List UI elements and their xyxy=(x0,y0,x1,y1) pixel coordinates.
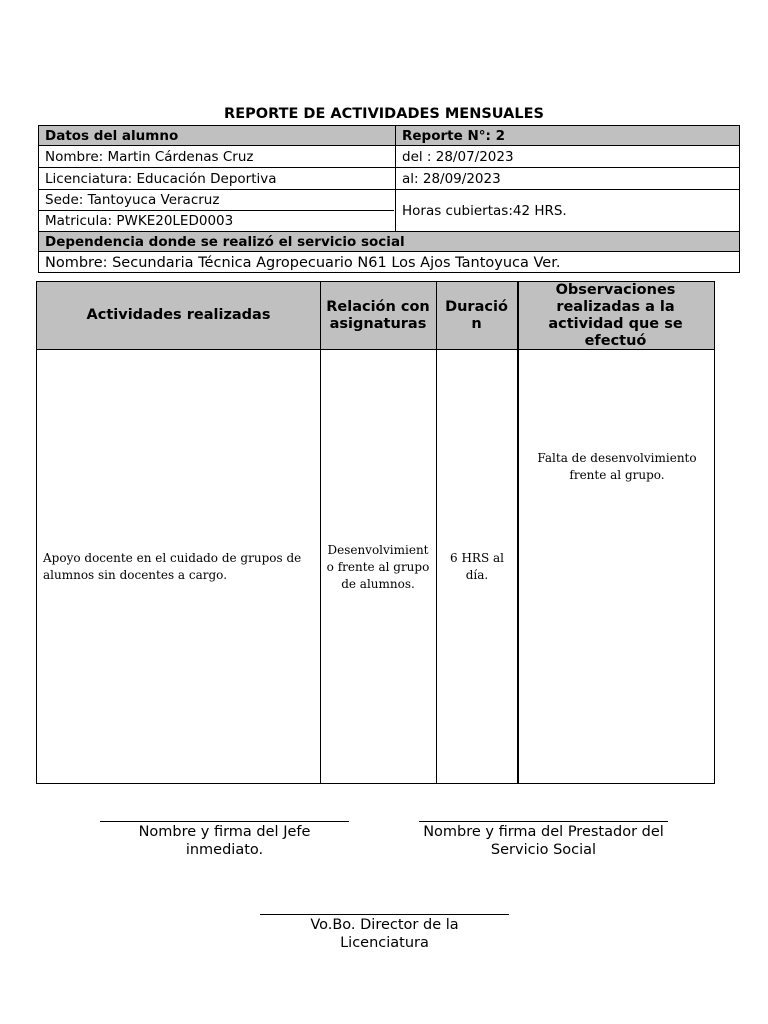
header-observations: Observaciones realizadas a la actividad que se efectuó xyxy=(548,281,683,349)
degree-row xyxy=(39,168,739,190)
campus-row xyxy=(39,190,394,211)
info-column-divider xyxy=(395,126,396,232)
report-title: REPORTE DE ACTIVIDADES MENSUALES xyxy=(224,106,544,122)
observations-cell: Falta de desenvolvimiento frente al grupo. xyxy=(537,451,697,482)
date-from: del : 28/07/2023 xyxy=(402,148,514,165)
dependency-name: Nombre: Secundaria Técnica Agropecuario N61 Los Ajos Tantoyuca Ver. xyxy=(45,254,561,271)
duration-cell: 6 HRS al día. xyxy=(450,551,504,582)
name-row xyxy=(39,146,739,168)
hours-covered: Horas cubiertas:42 HRS. xyxy=(402,202,567,219)
column-divider xyxy=(320,282,321,783)
signature-line-provider xyxy=(419,821,668,822)
signature-line-director xyxy=(260,914,509,915)
column-divider xyxy=(517,282,519,783)
supervisor-signature-label: Nombre y firma del Jefe inmediato. xyxy=(138,824,311,858)
student-data-label: Datos del alumno xyxy=(45,127,179,144)
activities-table xyxy=(36,281,715,784)
student-info-table xyxy=(38,125,740,273)
dependency-name-row xyxy=(39,252,739,273)
degree: Licenciatura: Educación Deportiva xyxy=(45,170,277,187)
activity-cell: Apoyo docente en el cuidado de grupos de alumnos sin docentes a cargo. xyxy=(43,551,302,582)
header-subjects: Relación con asignaturas xyxy=(326,298,430,332)
column-divider xyxy=(436,282,437,783)
dependency-label: Dependencia donde se realizó el servicio social xyxy=(45,233,405,250)
header-activities: Actividades realizadas xyxy=(86,307,271,323)
date-to: al: 28/09/2023 xyxy=(402,170,501,187)
header-duration: Duració n xyxy=(445,298,508,332)
student-data-header-row xyxy=(39,126,739,146)
dependency-header-row xyxy=(39,232,739,252)
director-approval-label: Vo.Bo. Director de la Licenciatura xyxy=(310,917,459,951)
report-number-label: Reporte N°: 2 xyxy=(402,127,505,144)
provider-signature-label: Nombre y firma del Prestador del Servicio Social xyxy=(423,824,664,858)
subject-relation-cell: Desenvolvimient o frente al grupo de alumnos. xyxy=(326,543,430,591)
student-name: Nombre: Martin Cárdenas Cruz xyxy=(45,148,254,165)
activities-header-row xyxy=(37,282,714,350)
enrollment-number: Matricula: PWKE20LED0003 xyxy=(45,213,234,229)
campus: Sede: Tantoyuca Veracruz xyxy=(45,192,220,208)
signature-line-supervisor xyxy=(100,821,349,822)
